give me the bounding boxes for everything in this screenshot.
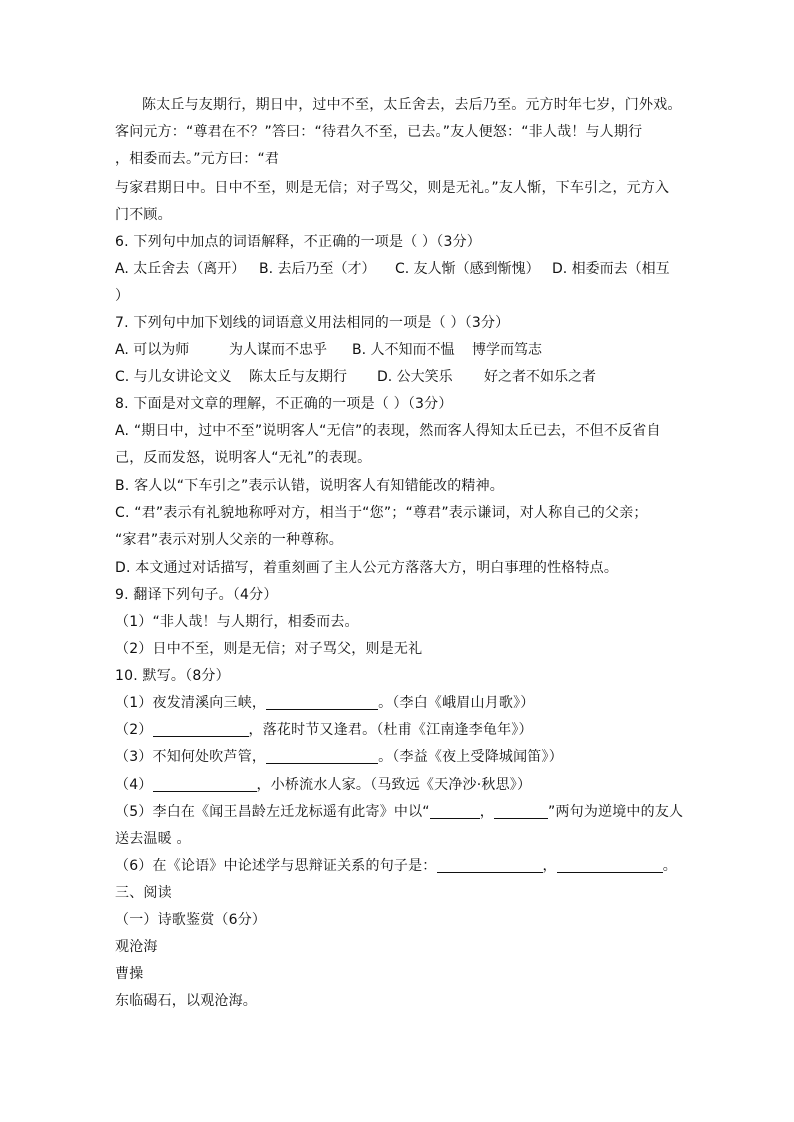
question-6-stem: 6. 下列句中加点的词语解释，不正确的一项是（ ）（3分） <box>115 234 481 250</box>
q6-option-b: B. 去后乃至（才） <box>259 261 376 277</box>
q8-option-a: A. “期日中，过中不至”说明客人“无信”的表现，然而客人得知太丘已去，不但不反省自 <box>115 423 661 439</box>
passage-line: 陈太丘与友期行，期日中，过中不至，太丘舍去，去后乃至。元方时年七岁，门外戏。 <box>142 97 682 113</box>
q10-item-1-text: （1）夜发清溪向三峡， <box>115 695 267 711</box>
question-7-stem: 7. 下列句中加下划线的词语意义用法相同的一项是（ ）（3分） <box>115 315 510 331</box>
passage-line: 门不顾。 <box>115 207 172 223</box>
answer-blank[interactable] <box>430 804 480 819</box>
q7-option-d: D. 公大笑乐 <box>377 369 453 385</box>
q8-option-c: C. “君”表示有礼貌地称呼对方，相当于“您”；“尊君”表示谦词，对人称自己的父亲； <box>115 505 648 521</box>
q7-option-d-2: 好之者不如乐之者 <box>484 369 596 385</box>
q7-option-a-2: 为人谋而不忠乎 <box>229 342 327 358</box>
q10-item-2-num: （2） <box>115 722 153 738</box>
q10-item-5-text-2: ”两句为逆境中的友人 <box>547 804 684 820</box>
q7-option-c: C. 与儿女讲论文义 <box>115 369 232 385</box>
q10-item-3-text: （3）不知何处吹芦管， <box>115 749 267 765</box>
answer-blank[interactable] <box>266 749 378 764</box>
q10-item-4 <box>115 775 531 795</box>
q10-item-2-text: ，落花时节又逢君。（杜甫《江南逢李龟年》） <box>248 722 533 738</box>
q7-option-a: A. 可以为师 <box>115 342 190 358</box>
q10-item-6-sep: ， <box>542 858 557 874</box>
q7-option-b-2: 博学而笃志 <box>472 342 542 358</box>
passage-line: ，相委而去。”元方曰：“君 <box>115 151 280 167</box>
q10-item-4-text: ，小桥流水人家。（马致远《天净沙·秋思》） <box>256 777 532 793</box>
answer-blank[interactable] <box>494 804 548 819</box>
answer-blank[interactable] <box>153 777 257 792</box>
q8-option-c-cont: “家君”表示对别人父亲的一种尊称。 <box>115 532 343 548</box>
q10-item-1 <box>115 693 535 713</box>
q10-item-6 <box>115 856 677 876</box>
q9-sentence-1: （1）“非人哉！与人期行，相委而去。 <box>115 614 359 630</box>
passage-line: 与家君期日中。日中不至，则是无信；对子骂父，则是无礼。”友人惭，下车引之，元方入 <box>115 180 670 196</box>
question-10-stem: 10. 默写。（8分） <box>115 668 230 684</box>
q8-option-b: B. 客人以“下车引之”表示认错，说明客人有知错能改的精神。 <box>115 478 505 494</box>
answer-blank[interactable] <box>266 695 378 710</box>
question-8-stem: 8. 下面是对文章的理解，不正确的一项是（ ）（3分） <box>115 396 453 412</box>
q10-item-6-text: （6）在《论语》中论述学与思辩证关系的句子是： <box>115 858 437 874</box>
section-subtitle: （一）诗歌鉴赏（6分） <box>115 912 267 928</box>
answer-blank[interactable] <box>557 858 663 873</box>
q10-item-5 <box>115 802 683 822</box>
question-9-stem: 9. 翻译下列句子。（4分） <box>115 587 278 603</box>
q6-option-a: A. 太丘舍去（离开） <box>115 261 246 277</box>
q10-item-5-sep: ， <box>479 804 494 820</box>
section-title: 三、阅读 <box>115 885 172 901</box>
answer-blank[interactable] <box>153 722 249 737</box>
q10-item-4-num: （4） <box>115 777 153 793</box>
poem-author: 曹操 <box>115 966 144 982</box>
q6-option-d: D. 相委而去（相互 <box>552 261 670 277</box>
q10-item-1-source: 。（李白《峨眉山月歌》） <box>378 695 535 711</box>
q10-item-3-source: 。（李益《夜上受降城闻笛》） <box>378 749 563 765</box>
q8-option-a-cont: 己，反而发怒，说明客人“无礼”的表现。 <box>115 450 372 466</box>
answer-blank[interactable] <box>437 858 543 873</box>
q7-option-c-2: 陈太丘与友期行 <box>249 369 347 385</box>
q7-option-b: B. 人不知而不愠 <box>352 342 455 358</box>
q9-sentence-2: （2）日中不至，则是无信；对子骂父，则是无礼 <box>115 641 423 657</box>
passage-line: 客问元方：“尊君在不？”答曰：“待君久不至，已去。”友人便怒：“非人哉！与人期行 <box>115 124 643 140</box>
poem-line: 东临碣石，以观沧海。 <box>115 993 257 1009</box>
q8-option-d: D. 本文通过对话描写，着重刻画了主人公元方落落大方，明白事理的性格特点。 <box>115 560 619 576</box>
q6-option-d-cont: ） <box>115 288 129 304</box>
q10-item-3 <box>115 747 563 767</box>
q10-item-5-text: （5）李白在《闻王昌龄左迁龙标遥有此寄》中以“ <box>115 804 430 820</box>
q6-option-c: C. 友人惭（感到惭愧） <box>395 261 540 277</box>
q10-item-6-end: 。 <box>662 858 677 874</box>
q10-item-2 <box>115 720 533 740</box>
poem-title: 观沧海 <box>115 939 158 955</box>
q10-item-5-cont: 送去温暖 。 <box>115 831 191 847</box>
